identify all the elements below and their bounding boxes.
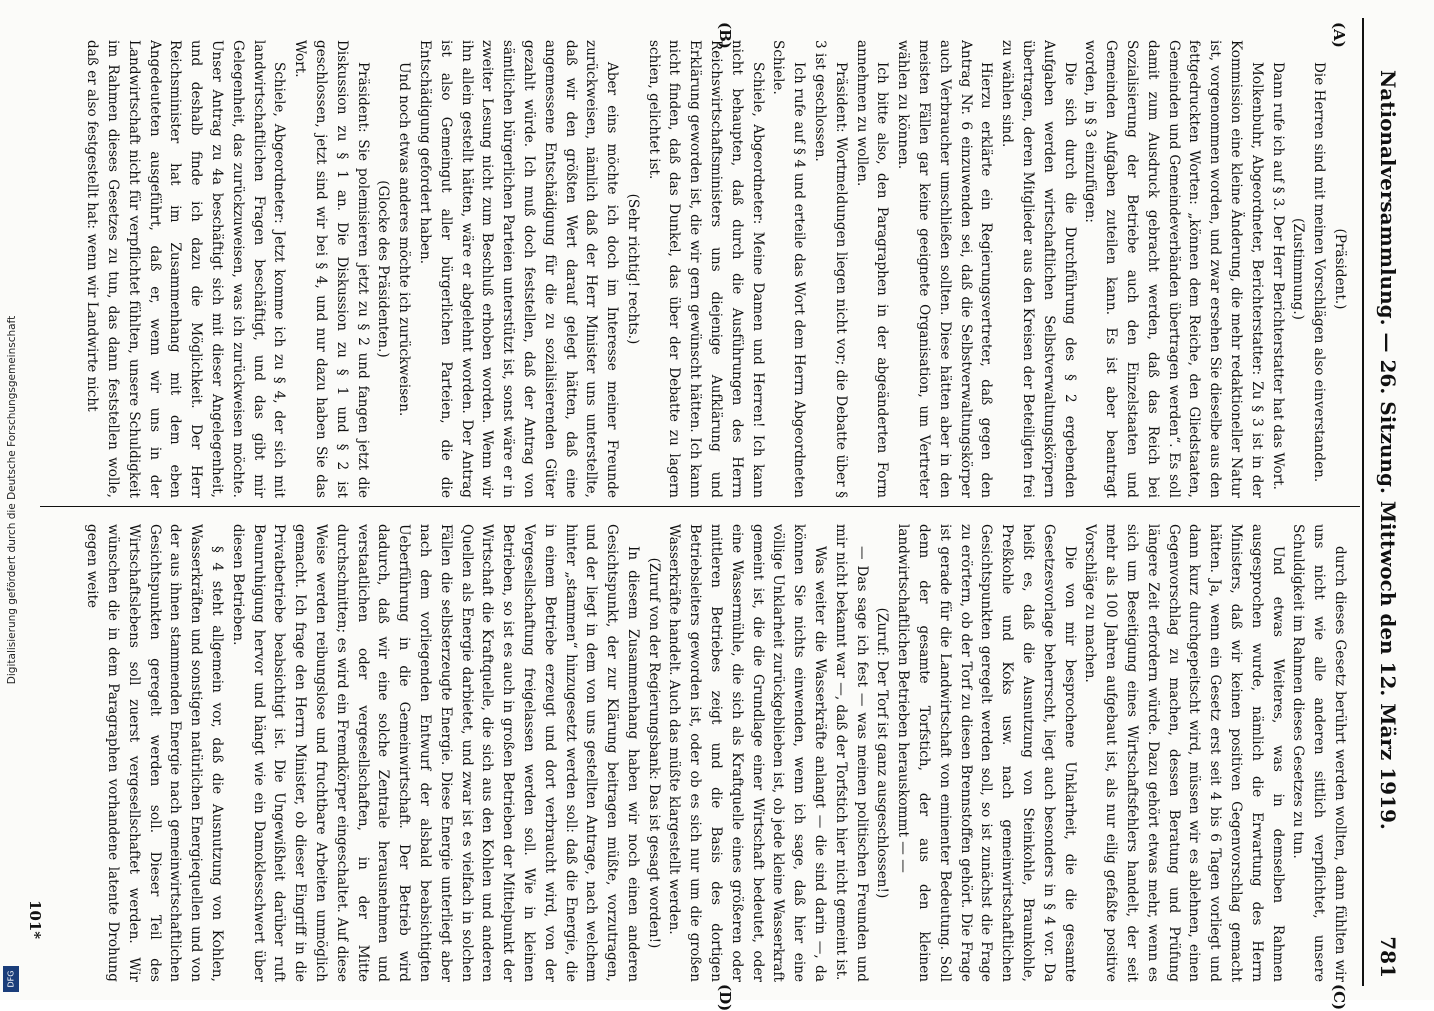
paragraph: Dann rufe ich auf § 3. Der Herr Berichterstatter hat das Wort. xyxy=(1269,62,1286,490)
paragraph: Präsident: Sie polemisieren jetzt zu § 2 und fangen jetzt die Diskussion zu § 1 an. Die Diskussion zu § 1 und § 2 ist geschlossen, jetzt sind wir bei § 4, und nur dazu haben Sie das Wort. xyxy=(292,40,371,498)
margin-marker-c: (C) xyxy=(1330,984,1348,1011)
paragraph: Aber eins möchte ich doch im Interesse meiner Freunde zurückweisen, nämlich daß der Herr Minister uns unterstellte, daß wir den größten Wert darauf gelegt hätten, daß eine angemessene Entschädigung für die zu sozialisierenden Güter gezahlt würde. Ich muß doch feststellen, daß der Antrag von sämtlichen bürgerlichen Parteien unterstützt ist, sonst wäre er in zweiter Lesung nicht zum Beschluß erhoben worden. Wenn wir ihn allein gestellt hätten, wäre er abgelehnt worden. Der Antrag ist also Gemeingut aller bürgerlichen Parteien, die die Entschädigung gefordert haben. xyxy=(416,40,621,498)
paragraph: Schiele, Abgeordneter: Meine Damen und Herren! Ich kann nicht behaupten, daß durch die Ausführungen des Herrn Reichswirtschaftsministers uns diejenige Aufklärung und Erklärung geworden ist, die wir gern gewünscht hätten. Ich kann nicht finden, daß das Dunkel, das über der Debatte zu lagern schien, gelichtet ist. xyxy=(645,40,766,498)
paragraph: Und noch etwas anderes möchte ich zurückweisen. xyxy=(396,62,413,417)
margin-marker-a: (A) xyxy=(1330,22,1348,48)
paragraph: (Präsident.) xyxy=(1332,228,1348,310)
column-divider xyxy=(40,506,1360,507)
paragraph: — Das sage ich fest — was meinen politischen Freunden und mir nicht bekannt war —, daß der Torfstich hier nicht gemeint ist. xyxy=(832,524,870,982)
paragraph: § 4 steht allgemein vor, daß die Ausnutzung von Kohlen, Wasserkräften und sonstigen natürlichen Energiequellen und von der aus ihnen stammenden Energie nach gemeinwirtschaftlichen Gesichtspunkten geregelt werden soll. Dieser Teil des Wirtschaftslebens soll zuerst vergesellschaftet werden. Wir wünschen die in dem Paragraphen vorhandene latente Drohung gegen weite xyxy=(84,524,225,982)
paragraph: In diesem Zusammenhang haben wir noch einen anderen Gesichtspunkt, der zur Klärung beitragen müßte, vorzutragen, und der liegt in dem von uns gestellten Antrage, nach welchem hinter „stammen“ hinzugesetzt werden soll: daß die Energie, die in einem Betriebe erzeugt und dort verbraucht wird, von der Vergesellschaftung freigelassen werden soll. Wie in kleinen Betrieben, so ist es auch in großen Betrieben der Mittelpunkt der Wirtschaft die Kraftquelle, die sich aus den Kohlen und anderen Quellen als Energie darbietet, und zwar ist es vielfach in solchen Fällen die selbsterzeugte Energie. Diese Energie unterliegt aber nach dem vorliegenden Entwurf der alsbald beabsichtigten Ueberführung in die Gemeinwirtschaft. Der Betrieb wird dadurch, daß wir eine solche Zentrale herausnehmen und verstaatlichen oder vergesellschaften, in der Mitte durchschnitten; es wird ein Fremdkörper eingeschaltet. Auf diese Weise werden reibungslose und fruchtbare Arbeiten unmöglich gemacht. Ich frage den Herrn Minister, ob dieser Eingriff in die Privatbetriebe beabsichtigt ist. Die Ungewißheit darüber ruft Beunruhigung hervor und hängt wie ein Damoklesschwert über diesen Betrieben. xyxy=(229,524,641,982)
paragraph: (Zuruf von der Regierungsbank: Das ist gesagt worden!) xyxy=(645,557,662,949)
paragraph: Hierzu erklärte ein Regierungsvertreter, daß gegen den Antrag Nr. 6 einzuwenden sei, daß die Selbstverwaltungskörper auch Verbraucher umschließen sollten. Diese hätten aber in den meisten Fällen gar keine geeignete Organisation, um Vertreter wählen zu können. xyxy=(895,40,995,498)
paragraph: Und etwas Weiteres, was in demselben Rahmen ausgesprochen wurde, nämlich die Erwartung des Herrn Ministers, daß wir keinen positiven Gegenvorschlag gemacht hätten. Ja, wenn ein Gesetz erst seit 4 bis 6 Tagen vorliegt und dann kurz durchgepeitscht wird, müssen wir es ablehnen, einen Gegenvorschlag zu machen, dessen Beratung und Prüfung längere Zeit erfordern würde. Dazu gehört etwas mehr, wenn es sich um Beseitigung eines Wirtschaftsfehlers handelt, der seit mehr als 100 Jahren aufgebaut ist, als nur eilig gefaßte positive Vorschläge zu machen. xyxy=(1082,524,1286,982)
text-column-right xyxy=(40,524,1350,982)
page-number: 781 xyxy=(1376,936,1400,978)
paragraph: durch dieses Gesetz berührt werden wollten, dann fühlten wir uns nicht wie alle anderen sittlich verpflichtet, unsere Schuldigkeit im Rahmen dieses Gesetzes zu tun. xyxy=(1290,524,1348,982)
margin-marker-b: (B) xyxy=(716,22,734,49)
header-rule xyxy=(1362,18,1364,986)
paragraph: Die Herren sind mit meinen Vorschlägen also einverstanden. xyxy=(1311,62,1328,483)
paragraph: Molkenbuhr, Abgeordneter, Berichterstatter: Zu § 3 ist in der Kommission eine kleine Änderung, die mehr redaktioneller Natur ist, vorgenommen worden, und zwar ersehen Sie dieselbe aus den fettgedruckten Worten: „können dem Reiche, den Gliedstaaten, Gemeinden und Gemeindeverbänden übertragen werden“. Es soll damit zum Ausdruck gebracht werden, daß das Reich bei Sozialisierung der Betriebe auch den Einzelstaaten und Gemeinden Aufgaben zuteilen kann. Es ist aber beantragt worden, in § 3 einzufügen: xyxy=(1082,40,1265,498)
paragraph: (Zuruf: Der Torf ist ganz ausgeschlossen!) xyxy=(874,607,891,899)
digitization-credit xyxy=(4,10,20,990)
header-title: Nationalversammlung. — 26. Sitzung. Mittwoch den 12. März 1919. xyxy=(1376,70,1400,830)
paragraph: (Zustimmung.) xyxy=(1290,218,1307,320)
paragraph: Präsident: Wortmeldungen liegen nicht vor; die Debatte über § 3 ist geschlossen. xyxy=(812,40,849,498)
running-header xyxy=(1366,18,1406,986)
margin-marker-d: (D) xyxy=(716,984,734,1011)
text-column-left xyxy=(40,40,1350,498)
paragraph: Die sich durch die Durchführung des § 2 ergebenden Aufgaben werden wirtschaftlichen Selbstverwaltungskörpern übertragen, deren Mitglieder aus den Kreisen der Beteiligten frei zu wählen sind. xyxy=(999,40,1078,498)
dfg-logo xyxy=(3,966,19,992)
dfg-logo-text: DFG xyxy=(6,970,16,988)
paragraph: Die von mir besprochene Unklarheit, die die gesamte Gesetzesvorlage beherrscht, liegt auch besonders in § 4 vor. Da heißt es, daß die Ausnutzung von Steinkohle, Braunkohle, Preßkohle und Koks usw. nach gemeinwirtschaftlichen Gesichtspunkten geregelt werden soll, so ist zunächst die Frage zu erörtern, ob der Torf zu diesen Brennstoffen gehört. Die Frage ist gerade für die Landwirtschaft von eminenter Bedeutung. Soll denn der gesamte Torfstich, der aus den kleinen landwirtschaftlichen Betrieben herauskommt — — xyxy=(895,524,1078,982)
credit-text: Digitalisierung gefördert durch die Deutsche Forschungsgemeinschaft xyxy=(6,315,18,685)
paragraph: Ich rufe auf § 4 und erteile das Wort dem Herrn Abgeordneten Schiele. xyxy=(770,40,808,498)
paragraph: Schiele, Abgeordneter: Jetzt komme ich zu § 4, der sich mit landwirtschaftlichen Fragen beschäftigt, und das gibt mir Gelegenheit, das zurückzuweisen, was ich zurückweisen möchte. Unser Antrag zu 4a beschäftigt sich mit dieser Angelegenheit, und deshalb finde ich dazu die Möglichkeit. Der Herr Reichsminister hat im Zusammenhang mit dem eben Angedeuteten ausgeführt, daß er, wenn wir uns in der Landwirtschaft nicht für verpflichtet fühlten, unsere Schuldigkeit im Rahmen dieses Gesetzes zu tun, das dann feststellen wolle, daß er also festgestellt hat: wenn wir Landwirte nicht xyxy=(84,40,288,498)
paragraph: Ich bitte also, den Paragraphen in der abgeänderten Form annehmen zu wollen. xyxy=(853,40,891,498)
folio-number: 101* xyxy=(26,900,44,940)
paragraph: (Sehr richtig! rechts.) xyxy=(624,193,641,345)
paragraph: Was weiter die Wasserkräfte anlangt — die sind darin —, da können Sie nichts einwenden, wenn ich sage, daß hier eine völlige Unklarheit zurückgeblieben ist, ob jede kleine Wasserkraft gemeint ist, die die Grundlage einer Wirtschaft bedeutet, oder eine Wassermühle, die sich als Kraftquelle eines größeren oder mittleren Betriebes zeigt und die Basis des dortigen Betriebsleiters geworden ist, oder ob es sich nur um die großen Wasserkräfte handelt. Auch das müßte klargestellt werden. xyxy=(666,524,829,982)
paragraph: (Glocke des Präsidenten.) xyxy=(375,180,392,358)
